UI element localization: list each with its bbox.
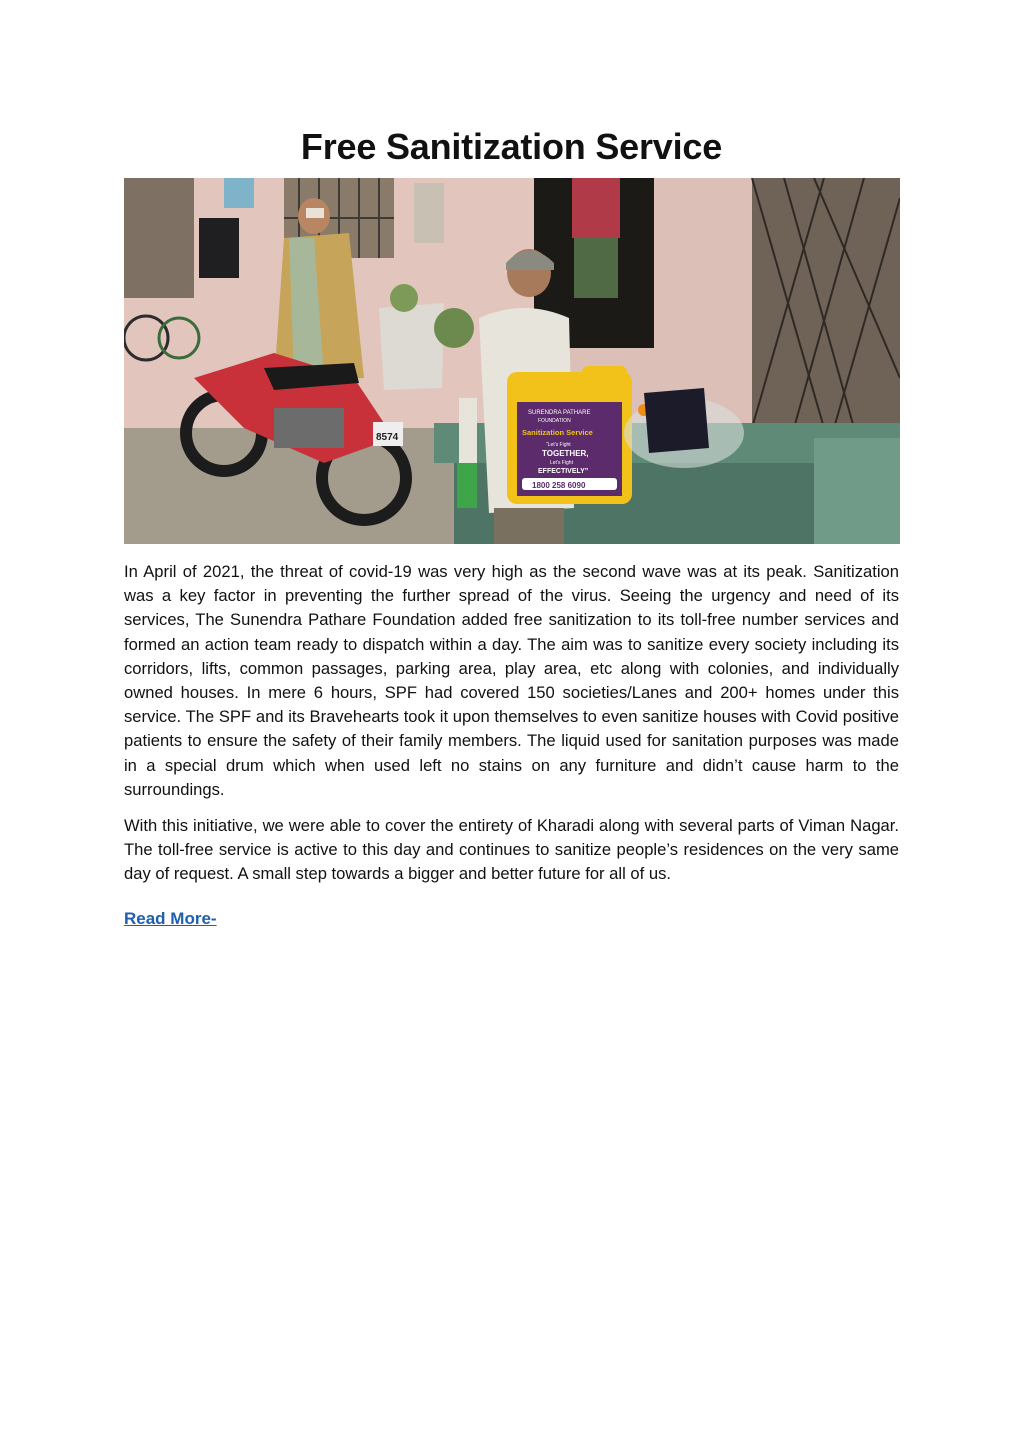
body-paragraph-2: With this initiative, we were able to cover the entirety of Kharadi along with several parts of Viman Nagar. The toll-free service is active to this day and continues to sanitize people’s residences on the very same day of request. A small step towards a bigger and better future for all of us. [124,816,899,884]
read-more-link[interactable]: Read More- [124,909,217,928]
svg-text:Sanitization Service: Sanitization Service [522,428,593,437]
sanitization-photo [124,178,900,544]
svg-text:Let’s Fight: Let’s Fight [550,460,573,466]
page-title: Free Sanitization Service [300,126,723,167]
svg-text:8574: 8574 [376,432,399,443]
svg-text:SURENDRA PATHARE: SURENDRA PATHARE [528,410,591,416]
svg-text:1800 258 6090: 1800 258 6090 [532,481,586,490]
body-paragraph-1: In April of 2021, the threat of covid-19 was very high as the second wave was at its peak. Sanitization was a key factor in preventing the further spread of the virus. Seeing the urgency and need of its services, The Sunendra Pathare Foundation added free sanitization to its toll-free number services and formed an action team ready to dispatch within a day. The aim was to sanitize every society including its corridors, lifts, common passages, parking area, play area, etc along with colonies, and individually owned houses. In mere 6 hours, SPF had covered 150 societies/Lanes and 200+ homes under this service. The SPF and its Bravehearts took it upon themselves to even sanitize houses with Covid positive patients to ensure the safety of their family members. The liquid used for sanitation purposes was made in a special drum which when used left no stains on any furniture and didn’t cause harm to the surroundings. [124,562,899,799]
svg-text:“Let’s Fight: “Let’s Fight [546,442,571,448]
svg-text:EFFECTIVELY”: EFFECTIVELY” [538,468,589,475]
svg-text:FOUNDATION: FOUNDATION [538,418,571,424]
svg-text:TOGETHER,: TOGETHER, [542,449,589,458]
